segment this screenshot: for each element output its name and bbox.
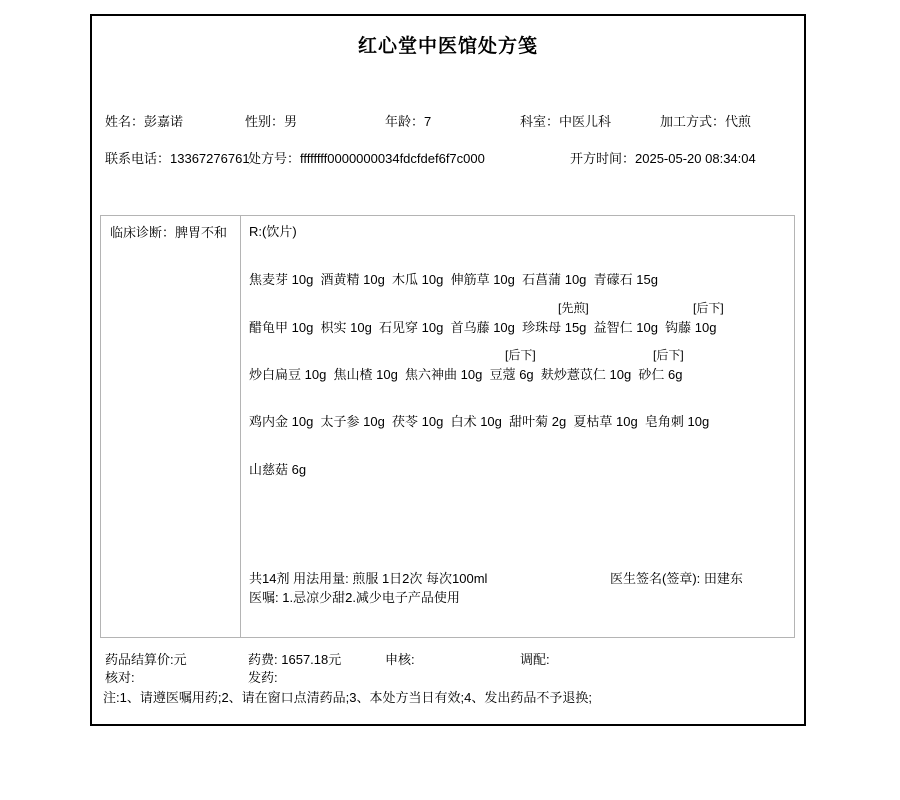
decoction-annotation-houxia-3: [后下]: [653, 348, 684, 362]
medical-advice-label: 医嘱:: [249, 590, 279, 605]
check-label: 核对:: [105, 670, 135, 685]
dispense-prepare-field: [520, 651, 550, 668]
footer-note: 注:1、请遵医嘱用药;2、请在窗口点清药品;3、本处方当日有效;4、发出药品不予退换;: [103, 690, 592, 705]
rx-line-5: 山慈菇 6g: [249, 462, 307, 477]
diagnosis-field: [110, 224, 227, 241]
doctor-signature-label: 医生签名(签章):: [610, 571, 701, 586]
department-field: [520, 113, 611, 130]
medical-advice-field: [249, 589, 460, 606]
patient-gender-field: [245, 113, 297, 130]
settlement-price-label: 药品结算价:: [105, 652, 174, 667]
patient-gender-value: 男: [284, 114, 298, 129]
prescription-number-value: ffffffff0000000034fdcfdef6f7c000: [300, 151, 485, 166]
review-label: 申核:: [385, 652, 415, 667]
prescribe-time-field: [570, 150, 756, 167]
prescribe-time-value: 2025-05-20 08:34:04: [635, 151, 756, 166]
page-title: 红心堂中医馆处方笺: [357, 36, 538, 57]
doctor-signature-value: 田建东: [703, 571, 743, 586]
patient-name-value: 彭嘉诺: [144, 114, 184, 129]
patient-age-value: 7: [424, 114, 432, 129]
processing-method-field: [660, 113, 751, 130]
dispense-field: [248, 669, 278, 686]
prescription-number-field: [248, 150, 485, 167]
prescribe-time-label: 开方时间：: [570, 151, 636, 166]
decoction-annotation-houxia-1: [后下]: [693, 301, 724, 315]
diagnosis-label: 临床诊断：: [110, 225, 176, 240]
rx-line-3: 炒白扁豆 10g 焦山楂 10g 焦六神曲 10g 豆蔻 6g 麸炒薏苡仁 10g 砂仁 6g: [249, 367, 683, 382]
diagnosis-cell: [101, 216, 241, 637]
medicine-fee-field: [248, 651, 341, 668]
check-field: [105, 669, 135, 686]
patient-name-field: [105, 113, 183, 130]
patient-name-label: 姓名：: [105, 114, 145, 129]
decoction-annotation-houxia-2: [后下]: [505, 348, 536, 362]
prescription-number-label: 处方号：: [248, 151, 301, 166]
patient-age-field: [385, 113, 431, 130]
medical-advice-value: 1.忌凉少甜2.减少电子产品使用: [282, 590, 460, 605]
department-label: 科室：: [520, 114, 560, 129]
rx-line-1: 焦麦芽 10g 酒黄精 10g 木瓜 10g 伸筋草 10g 石菖蒲 10g 青礞石 15g: [249, 272, 658, 287]
rx-header: R:(饮片): [249, 224, 297, 239]
phone-value: 13367276761: [170, 151, 250, 166]
doctor-signature-field: [610, 570, 743, 587]
dosage-usage-line: [249, 570, 487, 587]
total-doses: 共14剂: [249, 571, 290, 586]
decoction-annotation-xianjian: [先煎]: [558, 301, 589, 315]
processing-method-label: 加工方式：: [660, 114, 726, 129]
phone-field: [105, 150, 250, 167]
rx-line-2: 醋龟甲 10g 枳实 10g 石见穿 10g 首乌藤 10g 珍珠母 15g 益智仁 10g 钩藤 10g: [249, 320, 717, 335]
usage-value: 煎服 1日2次 每次100ml: [352, 571, 488, 586]
phone-label: 联系电话：: [105, 151, 171, 166]
department-value: 中医儿科: [559, 114, 612, 129]
medicine-fee-value: 1657.18元: [281, 652, 342, 667]
usage-label: 用法用量:: [293, 571, 349, 586]
rx-line-4: 鸡内金 10g 太子参 10g 茯苓 10g 白术 10g 甜叶菊 2g 夏枯草 10g 皂角刺 10g: [249, 414, 710, 429]
medicine-fee-label: 药费:: [248, 652, 278, 667]
dispense-prepare-label: 调配:: [520, 652, 550, 667]
patient-age-label: 年龄：: [385, 114, 425, 129]
diagnosis-value: 脾胃不和: [175, 225, 228, 240]
dispense-label: 发药:: [248, 670, 278, 685]
patient-gender-label: 性别：: [245, 114, 285, 129]
settlement-price-value: 元: [173, 652, 187, 667]
settlement-price-field: [105, 651, 187, 668]
review-field: [385, 651, 415, 668]
processing-method-value: 代煎: [725, 114, 752, 129]
